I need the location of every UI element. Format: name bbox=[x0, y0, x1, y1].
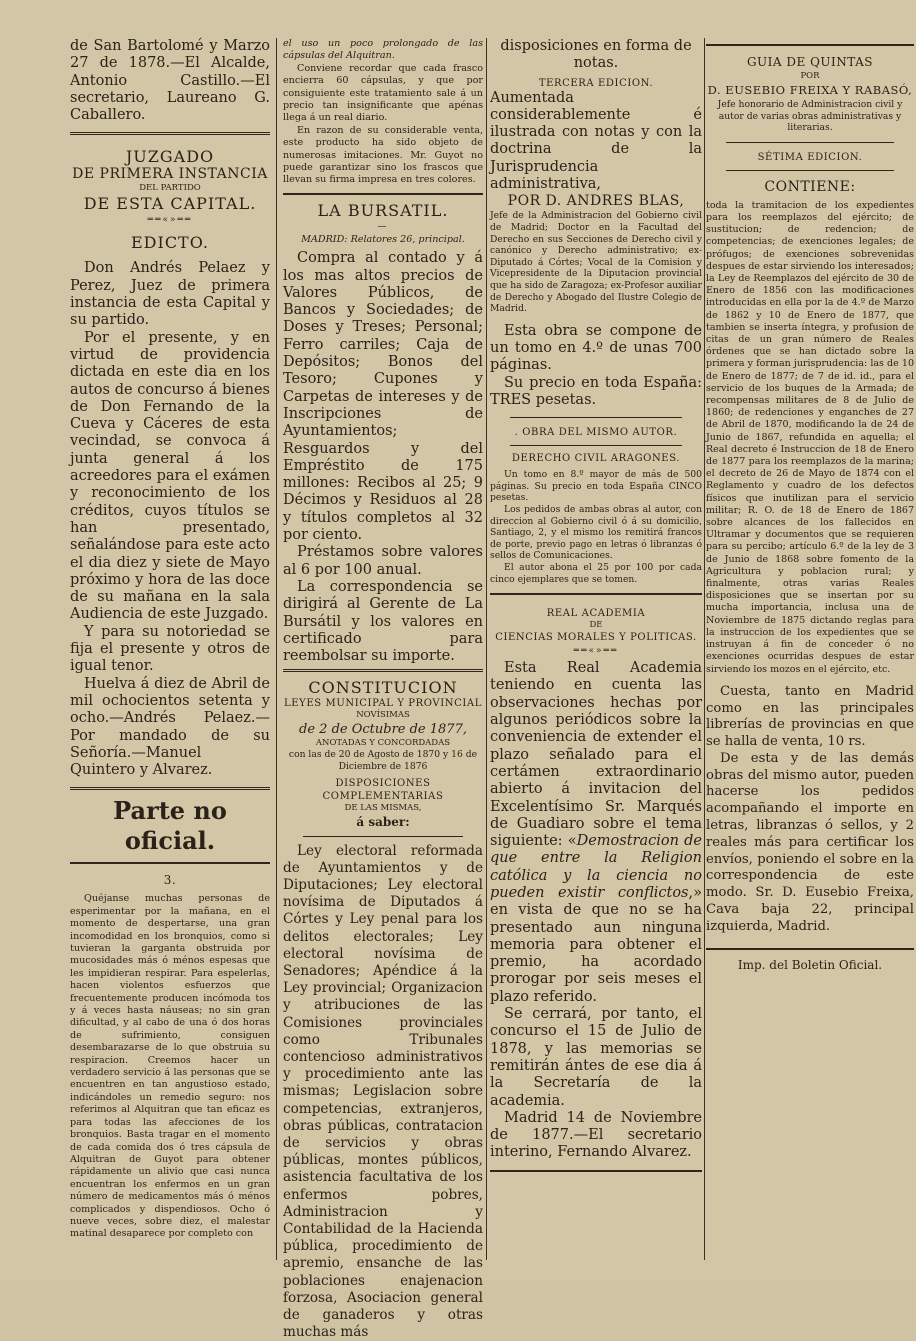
saber-label: á saber: bbox=[356, 814, 410, 829]
column-divider bbox=[276, 38, 277, 1260]
edicto-notice: Y para su notoriedad se fija el presente y otros de igual tenor. bbox=[70, 623, 270, 675]
academia-body-end: ,» en vista de que no se ha presentado aun ninguna memoria para obtener el premio, ha acordado prorogar por seis meses el plazo referido. bbox=[490, 885, 702, 1005]
guia-contents: toda la tramitacion de los expedientes para los reemplazos del ejército; de sustitucion; de redencion; de competencias; de exenciones legales; de prófugos; de exenciones sobrevenidas despues de estar sirviendo los interesados; la Ley de Reemplazos del ejército de 30 de Enero de 1856 con las modificaciones introducidas en ella por la de 4.º de Marzo de 1862 y 10 de Enero de 1877, que tambien se inserta íntegra, y profusion de citas de un gran número de Reales órdenes que se han dictado sobre la primera y forman jurisprudencia: las de 10 de Enero de 1877; de 7 de id. id., para el servicio de los buques de la Armada; de recompensas militares de 8 de Julio de 1860; de redenciones y enganches de 27 de Abril de 1870, modificando la de 24 de Junio de 1867, refundida en aquella; el Real decreto é Instruccion de 18 de Enero de 1877 para los reemplazos de la marina; el decreto de 26 de Mayo de 1874 con el Reglamento y cuadro de los defectos físicos que inutilizan para el servicio militar; R. O. de 18 de Enero de 1867 sobre alcances de los fallecidos en Ultramar y documentos que se requieren para su percibo; artículo 6.º de la ley de 3 de Junio de 1868 sobre fomento de la Agricultura y poblacion rural; y finalmente, otras varias Reales disposiciones que se insertan por su mucha importancia, inclusa una de Noviembre de 1875 dictando reglas para la instruccion de los expedientes que se instruyan á fin de conceder ó no exenciones ocurridas despues de estar sirviendo los mozos en el ejército, etc. bbox=[706, 199, 914, 675]
edicto-heading: EDICTO. bbox=[130, 233, 209, 253]
column-divider bbox=[704, 38, 705, 1260]
obra-precio: Su precio en toda España: TRES pesetas. bbox=[490, 374, 702, 408]
ley-date: de 2 de Octubre de 1877, bbox=[299, 722, 467, 738]
academia-concurso: Se cerrará, por tanto, el concurso el 15 de Julio de 1878, y las memorias se remitirán ántes de ese dia á la Secretaría de la academia. bbox=[490, 1006, 702, 1109]
derecho-tomo: Un tomo en 8.º mayor de más de 500 páginas. Su precio en toda España CINCO pesetas. bbox=[490, 469, 702, 504]
derecho-civil-heading: DERECHO CIVIL ARAGONES. bbox=[511, 453, 681, 465]
disposiciones-sub: DE LAS MISMAS, bbox=[344, 802, 422, 813]
novisimas-label: NOVÍSIMAS bbox=[356, 710, 410, 721]
bursatil-body: Compra al contado y á los mas altos precios de Valores Públicos, de Bancos y Sociedades; de Doses y Treses; Personal; Ferro carriles; Caja de Depósitos; Bonos del Tesoro; Cupones y Carpetas de intereses y de Inscripciones de Ayuntamientos; Resguardos y del Empréstito de 175 millones: Recibos al 25; 9 Décimos y Residuos al 28 y títulos completos al 32 por ciento. bbox=[283, 250, 483, 544]
section-rule bbox=[706, 44, 914, 46]
tercera-edicion-label: TERCERA EDICION. bbox=[538, 77, 654, 89]
column-3 bbox=[490, 38, 702, 1260]
section-rule bbox=[70, 787, 270, 790]
imprenta-label: Imp. del Boletin Oficial. bbox=[737, 957, 883, 972]
real-academia-heading: REAL ACADEMIA bbox=[546, 608, 646, 620]
ley-contents: Ley electoral reformada de Ayuntamientos y de Diputaciones; Ley electoral novísima de Diputados á Córtes y Ley penal para los delitos electorales; Ley electoral novísima de Senadores; Apéndice á la Ley provincial; Organizacion y atribuciones de las Comisiones provinciales como Tribunales contencioso administrativos y procedimiento ante las mismas; Legislacion sobre competencias, extranjeros, obras públicas, contratacion de servicios y obras públicas, montes públicos, asistencia facultativa de los enfermos pobres, Administracion y Contabilidad de la Hacienda pública, procedimiento de apremio, ensanche de las poblaciones enajenacion forzosa, Asociacion general de ganaderos y otras muchas más bbox=[283, 842, 483, 1341]
bursatil-heading: LA BURSATIL. bbox=[317, 200, 449, 220]
anotadas-label: ANOTADAS Y CONCORDADAS bbox=[315, 738, 451, 749]
bursatil-address: MADRID: Relatores 26, principal. bbox=[301, 233, 465, 245]
constitucion-heading: CONSTITUCION bbox=[308, 678, 458, 698]
abono-text: El autor abona el 25 por 100 por cada cinco ejemplares que se tomen. bbox=[490, 561, 702, 585]
septima-edicion-label: SÉTIMA EDICION. bbox=[757, 151, 863, 163]
partido-label: DEL PARTIDO bbox=[139, 183, 201, 194]
ornament: ══«»══ bbox=[147, 215, 193, 226]
concordadas-dates: con las de 20 de Agosto de 1870 y 16 de Diciembre de 1876 bbox=[288, 749, 478, 772]
pedidos-text: Los pedidos de ambas obras al autor, con direccion al Gobierno civil ó á su domicilio, Santiago, 2, y el mismo los remitirá francos de porte, previo pago en letras ó libranzas ó sellos de Comunicaciones. bbox=[490, 503, 702, 562]
section-rule bbox=[490, 1170, 702, 1172]
guia-author-credentials: Jefe honorario de Administracion civil y autor de varias obras administrativas y literarias. bbox=[717, 99, 903, 134]
de-label: DE bbox=[589, 620, 603, 631]
bursatil-loans: Préstamos sobre valores al 6 por 100 anual. bbox=[283, 544, 483, 578]
disposiciones-heading: DISPOSICIONES COMPLEMENTARIAS bbox=[322, 777, 444, 802]
guia-author: D. EUSEBIO FREIXA Y RABASÓ, bbox=[707, 83, 913, 97]
closing-paragraph: de San Bartolomé y Marzo 27 de 1878.—El Alcalde, Antonio Castillo.—El secretario, Laureano G. Caballero. bbox=[70, 38, 270, 124]
ornament: ══«»══ bbox=[573, 646, 619, 657]
section-rule bbox=[283, 669, 483, 672]
bursatil-correspondence: La correspondencia se dirigirá al Gerente de La Bursátil y los valores en certificado para reembolsar su importe. bbox=[283, 578, 483, 665]
column-2 bbox=[283, 38, 483, 1341]
guia-heading: GUIA DE QUINTAS bbox=[746, 55, 874, 69]
article-number: 3. bbox=[163, 873, 177, 888]
section-rule bbox=[726, 142, 894, 143]
section-rule bbox=[510, 445, 682, 446]
ciencias-heading: CIENCIAS MORALES Y POLITICAS. bbox=[495, 632, 697, 644]
guia-orders: De esta y de las demás obras del mismo autor, pueden hacerse los pedidos acompañando el importe en letras, libranzas ó sellos, y 2 reales más para certificar los envíos, poniendo el sobre en la correspondencia de este modo. Sr. D. Eusebio Freixa, Cava baja 22, principal izquierda, Madrid. bbox=[706, 750, 914, 934]
section-rule bbox=[283, 193, 483, 195]
column-1 bbox=[70, 38, 270, 1260]
section-rule bbox=[70, 132, 270, 135]
author-heading: POR D. ANDRES BLAS, bbox=[507, 193, 685, 210]
academia-signature: Madrid 14 de Noviembre de 1877.—El secretario interino, Fernando Alvarez. bbox=[490, 1109, 702, 1161]
alquitran-price: Conviene recordar que cada frasco encierra 60 cápsulas, y que por consiguiente este tratamiento sale á un precio tan insignificante que apénas llega á un real diario. bbox=[283, 62, 483, 124]
contiene-heading: CONTIENE: bbox=[764, 178, 856, 195]
capital-heading: DE ESTA CAPITAL. bbox=[83, 194, 257, 214]
alquitran-article: Quéjanse muchas personas de esperimentar por la mañana, en el momento de despertarse, una gran incomodidad en los bronquios, como si tuvieran la garganta obstruida por mucosidades más ó ménos espesas que les impidieran respirar. Para espelerlas, hacen violentos esfuerzos que frecuentemente producen incómoda tos y á veces hasta náuseas; no sin gran dificultad, y al cabo de una ó dos horas de sufrimiento, consiguen desembarazarse de lo que obstruia su respiracion. Creemos hacer un verdadero servicio á las personas que se encuentren en tan angustioso estado, indicándoles un remedio seguro: nos referimos al Alquitran que tan eficaz es para todas las afecciones de los bronquios. Basta tragar en el momento de cada comida dos ó tres cápsula de Alquitran de Guyot para obtener rápidamente un alivio que casi nunca encuentran los enfermos en un gran número de medicamentos más ó ménos complicados y dispendiosos. Ocho ó nueve veces, sobre diez, el malestar matinal desaparece por completo con bbox=[70, 893, 270, 1240]
section-rule bbox=[706, 948, 914, 950]
section-rule bbox=[510, 417, 682, 418]
primera-instancia-heading: DE PRIMERA INSTANCIA bbox=[72, 166, 268, 183]
edicto-signature: Huelva á diez de Abril de mil ochocientos setenta y ocho.—Andrés Pelaez.—Por mandado de su Señoría.—Manuel Quintero y Alvarez. bbox=[70, 675, 270, 779]
section-rule bbox=[303, 836, 463, 837]
obra-mismo-autor-heading: . OBRA DEL MISMO AUTOR. bbox=[514, 427, 678, 439]
leyes-heading: LEYES MUNICIPAL Y PROVINCIAL bbox=[284, 698, 482, 710]
alquitran-continued: el uso un poco prolongado de las cápsulas del Alquitran. bbox=[283, 38, 483, 62]
academia-body bbox=[490, 660, 702, 1006]
juzgado-heading: JUZGADO bbox=[125, 147, 215, 167]
alquitran-imitations: En razon de su considerable venta, este producto ha sido objeto de numerosas imitaciones. Mr. Guyot no puede garantizar sino los frascos que llevan su firma impresa en tres colores. bbox=[283, 124, 483, 186]
parte-no-oficial-heading: Parte no oficial. bbox=[113, 796, 227, 856]
column-divider bbox=[486, 38, 487, 1260]
section-rule bbox=[726, 170, 894, 171]
ornament: — bbox=[377, 221, 389, 232]
obra-tomo: Esta obra se compone de un tomo en 4.º de unas 700 páginas. bbox=[490, 322, 702, 374]
edicto-body: Por el presente, y en virtud de providencia dictada en este dia en los autos de concurso á bienes de Don Fernando de la Cueva y Cáceres de esta vecindad, se convoca á junta general á los acreedores para el exámen y reconocimiento de los créditos, cuyos títulos se han presentado, señalándose para este acto el dia diez y siete de Mayo próximo y hora de las doce de su mañana en la sala Audiencia de este Juzgado. bbox=[70, 329, 270, 623]
column-4 bbox=[706, 38, 914, 1260]
academia-tema: Demostracion de que entre la Religion católica y la ciencia no pueden existir conflictos bbox=[490, 833, 702, 901]
por-label: POR bbox=[800, 71, 820, 81]
author-credentials: Jefe de la Administracion del Gobierno civil de Madrid; Doctor en la Facultad del Derecho en sus Secciones de Derecho civil y canónico y Derecho administrativo; ex-Diputado á Córtes; Vocal de la Comision y Vicepresidente de la Diputacion provincial que ha sido de Zaragoza; ex-Profesor auxiliar de Derecho y Abogado del Ilustre Colegio de Madrid. bbox=[490, 210, 702, 315]
section-rule bbox=[490, 593, 702, 595]
aumentada-text: Aumentada considerablemente é ilustrada con notas y con la doctrina de la Jurisprudencia administrativa, bbox=[490, 89, 702, 193]
notas-line: disposiciones en forma de notas. bbox=[500, 38, 692, 72]
guia-price: Cuesta, tanto en Madrid como en las principales librerías de provincias en que se halla de venta, 10 rs. bbox=[706, 683, 914, 750]
section-rule bbox=[70, 862, 270, 864]
academia-body-start: Esta Real Academia teniendo en cuenta las observaciones hechas por algunos periódicos sobre la conveniencia de extender el plazo señalado para el certámen extraordinario abierto á invitacion del Excelentísimo Sr. Marqués de Guadiaro sobre el tema siguiente: « bbox=[490, 660, 702, 850]
edicto-judge: Don Andrés Pelaez y Perez, Juez de primera instancia de esta Capital y su partido. bbox=[70, 260, 270, 329]
